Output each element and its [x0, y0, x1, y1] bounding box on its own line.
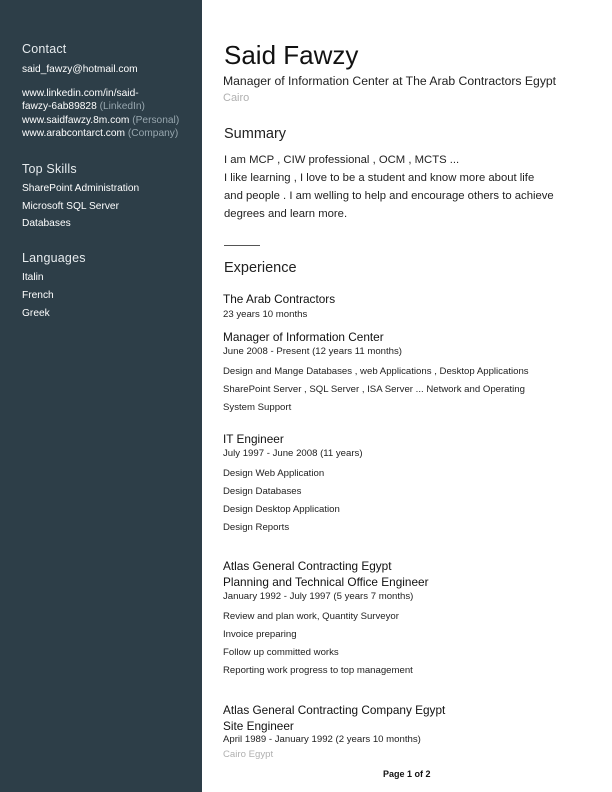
personal-url[interactable]: www.saidfawzy.8m.com [22, 115, 130, 126]
role-description-line: Design Desktop Application [223, 504, 340, 515]
company-name: The Arab Contractors [223, 292, 336, 306]
language-item: Italin [22, 272, 44, 283]
role-description-line: Design Databases [223, 486, 302, 497]
personal-tag: (Personal) [132, 115, 180, 126]
role-description-line: Review and plan work, Quantity Surveyor [223, 611, 399, 622]
linkedin-link[interactable] [22, 101, 145, 112]
skill-item: Databases [22, 218, 71, 229]
section-divider [224, 245, 260, 246]
linkedin-link-line2[interactable]: fawzy-6ab89828 [22, 101, 97, 112]
role-description-line: SharePoint Server , SQL Server , ISA Server ... Network and Operating [223, 384, 525, 395]
company-tag: (Company) [127, 128, 179, 139]
skill-item: Microsoft SQL Server [22, 201, 119, 212]
role-location: Cairo Egypt [223, 749, 274, 760]
page-number: Page 1 of 2 [383, 769, 431, 779]
linkedin-link-line1[interactable]: www.linkedin.com/in/said- [22, 88, 139, 99]
main-content [202, 0, 612, 792]
language-item: French [22, 290, 54, 301]
role-description-line: Reporting work progress to top management [223, 665, 413, 676]
summary-line: I like learning , I love to be a student and know more about life [224, 172, 535, 184]
languages-heading: Languages [22, 251, 86, 265]
role-dates: April 1989 - January 1992 (2 years 10 months) [223, 734, 421, 745]
role-description-line: Design Reports [223, 522, 290, 533]
experience-heading: Experience [224, 260, 297, 276]
role-title: Planning and Technical Office Engineer [223, 575, 429, 589]
profile-location: Cairo [223, 92, 250, 104]
role-description-line: System Support [223, 402, 292, 413]
company-url[interactable]: www.arabcontarct.com [22, 128, 126, 139]
top-skills-heading: Top Skills [22, 162, 77, 176]
linkedin-tag: (LinkedIn) [99, 101, 145, 112]
role-title: Manager of Information Center [223, 330, 384, 344]
role-dates: July 1997 - June 2008 (11 years) [223, 448, 363, 459]
summary-line: and people . I am welling to help and encourage others to achieve [224, 190, 554, 202]
role-dates: June 2008 - Present (12 years 11 months) [223, 346, 403, 357]
role-description-line: Invoice preparing [223, 629, 297, 640]
sidebar [0, 0, 202, 792]
company-link[interactable] [22, 128, 178, 139]
company-duration: 23 years 10 months [223, 309, 308, 320]
profile-name: Said Fawzy [224, 40, 359, 70]
company-name: Atlas General Contracting Egypt [223, 559, 392, 573]
personal-link[interactable] [22, 115, 179, 126]
skill-item: SharePoint Administration [22, 183, 140, 194]
contact-email[interactable]: said_fawzy@hotmail.com [22, 64, 138, 75]
company-name: Atlas General Contracting Company Egypt [223, 703, 446, 717]
role-description-line: Follow up committed works [223, 647, 339, 658]
summary-line: degrees and learn more. [224, 208, 348, 220]
role-description-line: Design and Mange Databases , web Applications , Desktop Applications [223, 366, 529, 377]
language-item: Greek [22, 308, 50, 319]
role-title: Site Engineer [223, 719, 294, 733]
summary-line: I am MCP , CIW professional , OCM , MCTS ... [224, 154, 460, 166]
role-title: IT Engineer [223, 432, 284, 446]
contact-heading: Contact [22, 42, 67, 56]
profile-headline: Manager of Information Center at The Arab Contractors Egypt [223, 74, 557, 88]
role-description-line: Design Web Application [223, 468, 325, 479]
role-dates: January 1992 - July 1997 (5 years 7 months) [223, 591, 414, 602]
summary-heading: Summary [224, 126, 287, 142]
